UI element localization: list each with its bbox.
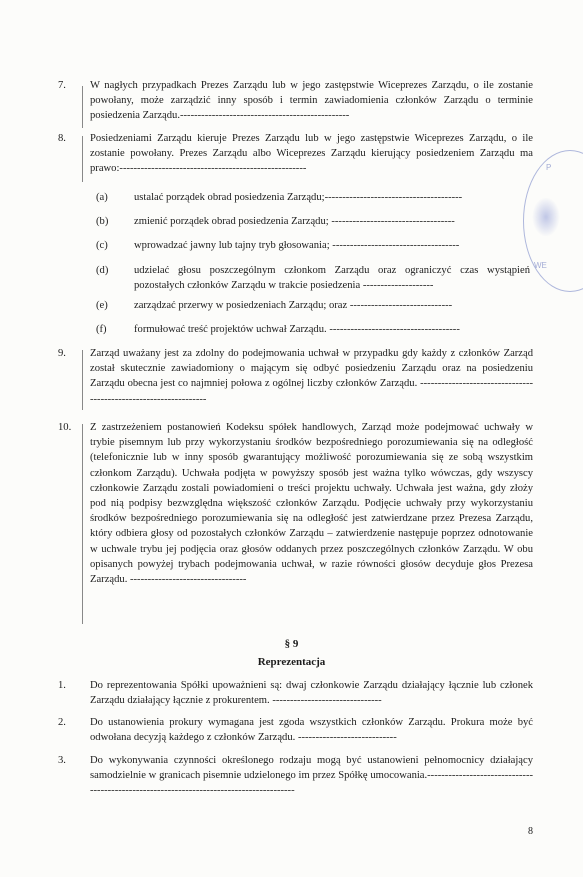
subitem-label: (f) xyxy=(96,324,107,335)
margin-bar xyxy=(82,86,83,128)
item-number: 7. xyxy=(58,80,66,91)
item-number: 3. xyxy=(58,755,66,766)
subitem-label: (e) xyxy=(96,300,108,311)
seal-letter: P xyxy=(546,163,552,172)
subitem-text: udzielać głosu poszczególnym członkom Zarządu oraz ograniczyć czas wystąpień pozostałych członków Zarządu w trakcie posiedzenia -------------------- xyxy=(134,265,530,292)
margin-bar xyxy=(82,350,83,410)
item-text: Do ustanowienia prokury wymagana jest zgoda wszystkich członków Zarządu. Prokura może być odwołana decyzją każdego z członków Zarządu. ---------------------------- xyxy=(90,717,533,744)
item-number: 1. xyxy=(58,680,66,691)
subitem-label: (b) xyxy=(96,216,109,227)
item-text: Do wykonywania czynności określonego rodzaju mogą być ustanowieni pełnomocnicy działający samodzielnie w granicach pisemnie udzielonego im przez Spółkę umocowania.---------------------------------------------------------------------------------------- xyxy=(90,755,533,797)
item-text: Z zastrzeżeniem postanowień Kodeksu spółek handlowych, Zarząd może podejmować uchwały w trybie pisemnym lub przy wykorzystaniu środków bezpośredniego porozumiewania się na odległość (telefonicznie lub w inny sposób gwarantujący możliwość porozumiewania się ze sobą wszystkim członkom Zarządu). Uchwała podjęta w powyższy sposób jest ważna tylko wówczas, gdy wszyscy członkowie Zarządu zostali powiadomieni o treści projektu uchwały. Uchwała jest ważna, gdy złoży pod nią podpisy bezwzględna większość członków Zarządu. Podjęcie uchwały przy wykorzystaniu środków bezpośredniego porozumiewania się na odległość jest zatwierdzane przez Prezesa Zarządu, który odbiera głosy od pozostałych członków Zarządu – zatwierdzenie następuje poprzez odnotowanie w uchwale trybu jej podjęcia oraz głosów oddanych przez poszczególnych członków Zarządu. W obu opisanych powyżej trybach podejmowania uchwał, w razie równości głosów decyduje głos Prezesa Zarządu. --------------------------------- xyxy=(90,422,533,586)
subitem-label: (c) xyxy=(96,240,108,251)
subitem-label: (a) xyxy=(96,192,108,203)
section-title: Reprezentacja xyxy=(257,656,326,668)
item-number: 8. xyxy=(58,133,66,144)
item-text: Do reprezentowania Spółki upoważnieni są: dwaj członkowie Zarządu działający łącznie lub członek Zarządu działający łącznie z prokurentem. ------------------------------- xyxy=(90,680,533,707)
section-symbol: § 9 xyxy=(284,638,299,650)
margin-bar xyxy=(82,136,83,182)
subitem-label: (d) xyxy=(96,265,109,276)
item-text: W nagłych przypadkach Prezes Zarządu lub w jego zastępstwie Wiceprezes Zarządu, o ile zostanie powołany, może zarządzić inny sposób i termin zawiadomienia członków Zarządu o terminie posiedzenia Zarządu.------------------------------------------------ xyxy=(90,80,533,122)
subitem-text: formułować treść projektów uchwał Zarządu. ------------------------------------- xyxy=(134,324,460,335)
item-text: Zarząd uważany jest za zdolny do podejmowania uchwał w przypadku gdy każdy z członków Zarząd został skutecznie zawiadomiony o mającym się odbyć posiedzeniu Zarządu oraz na posiedzeniu Zarządu obecna jest co najmniej połowa z ogólnej liczby członków Zarządu. ----------------------------------------------------------------- xyxy=(90,348,533,405)
subitem-text: wprowadzać jawny lub tajny tryb głosowania; ------------------------------------ xyxy=(134,240,460,251)
subitem-text: ustalać porządek obrad posiedzenia Zarządu;--------------------------------------- xyxy=(134,192,463,203)
seal-letter: WE xyxy=(534,261,547,270)
subitem-text: zmienić porządek obrad posiedzenia Zarządu; ----------------------------------- xyxy=(134,216,455,227)
item-number: 2. xyxy=(58,717,66,728)
subitem-text: zarządzać przerwy w posiedzeniach Zarządu; oraz ----------------------------- xyxy=(134,300,453,311)
item-number: 10. xyxy=(58,422,72,433)
eagle-emblem-icon xyxy=(532,197,560,237)
page-number: 8 xyxy=(528,826,533,837)
margin-bar xyxy=(82,424,83,624)
item-text: Posiedzeniami Zarządu kieruje Prezes Zarządu lub w jego zastępstwie Wiceprezes Zarządu, o ile zostanie powołany. Prezes Zarządu albo Wiceprezes Zarządu kierujący posiedzeniem Zarządu ma prawo:----------------------------------------------------- xyxy=(90,133,533,175)
item-number: 9. xyxy=(58,348,66,359)
